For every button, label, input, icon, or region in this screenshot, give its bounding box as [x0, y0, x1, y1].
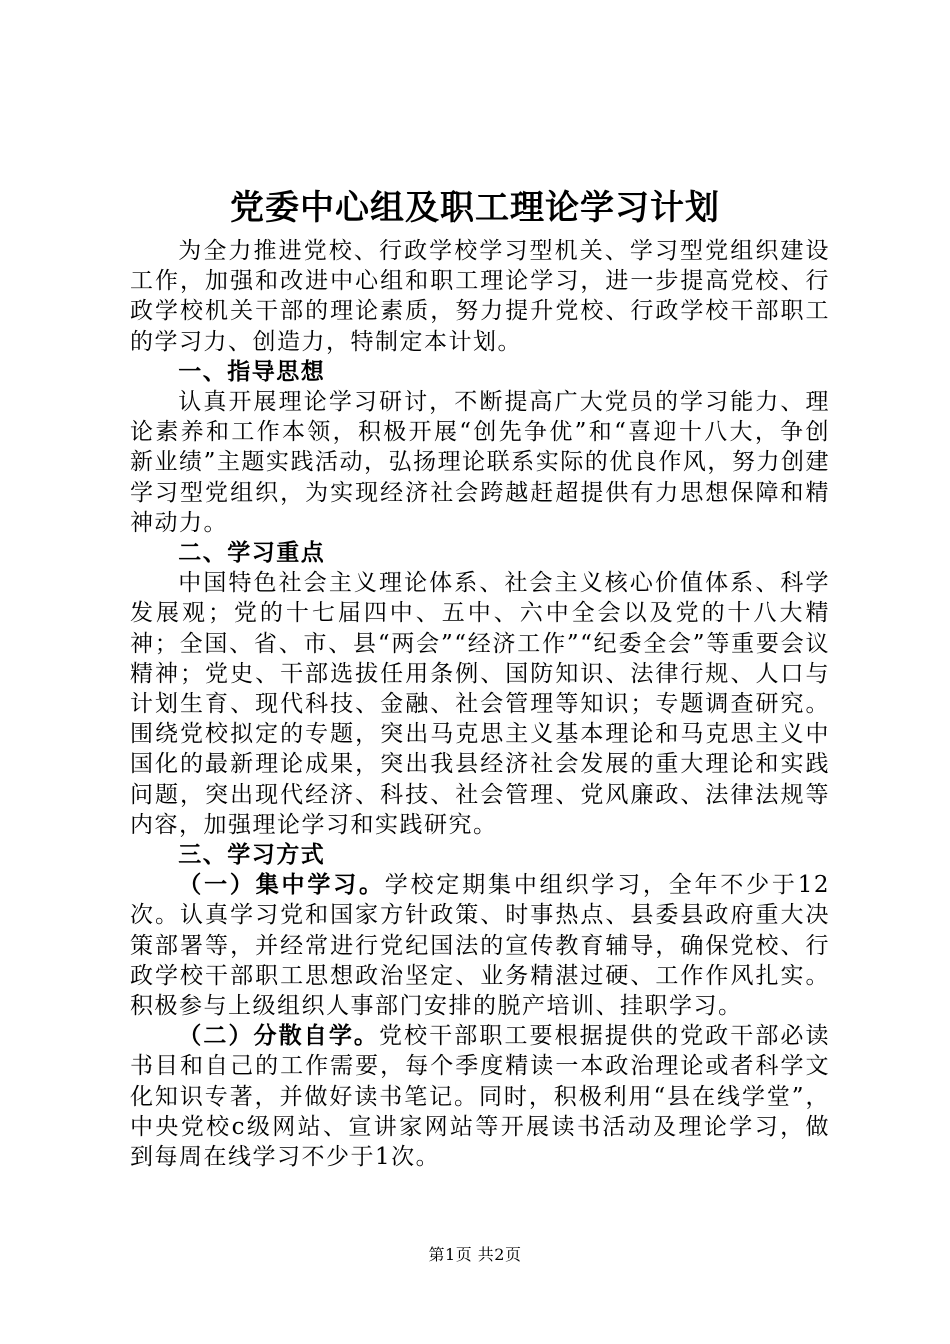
section-heading-guiding-ideology: 一、指导思想: [178, 357, 326, 385]
method-text-self-study: 党校干部职工要根据提供的党政干部必读书目和自己的工作需要，每个季度精读一本政治理论或者科学文化知识专著，并做好读书笔记。同时，积极利用“县在线学堂”，中央党校c级网站、宣讲家网站等开展读书活动及理论学习，做到每周在线学习不少于1次。: [130, 1023, 831, 1171]
method-text-centralized: 学校定期集中组织学习，全年不少于12次。认真学习党和国家方针政策、时事热点、县委县政府重大决策部署等，并经常进行党纪国法的宣传教育辅导，确保党校、行政学校干部职工思想政治坚定、业务精湛过硬、工作作风扎实。积极参与上级组织人事部门安排的脱产培训、挂职学习。: [130, 872, 830, 1020]
document-title: 党委中心组及职工理论学习计划: [230, 188, 720, 228]
page-footer: 第1页 共2页: [428, 1245, 522, 1264]
document-body: [130, 236, 830, 1172]
intro-paragraph: 为全力推进党校、行政学校学习型机关、学习型党组织建设工作，加强和改进中心组和职工理论学习，进一步提高党校、行政学校机关干部的理论素质，努力提升党校、行政学校干部职工的学习力、创造力，特制定本计划。: [130, 238, 830, 355]
section-paragraph-study-focus: 中国特色社会主义理论体系、社会主义核心价值体系、科学发展观；党的十七届四中、五中、六中全会以及党的十八大精神；全国、省、市、县“两会”“经济工作”“纪委全会”等重要会议精神；党史、干部选拔任用条例、国防知识、法律行规、人口与计划生育、现代科技、金融、社会管理等知识；专题调查研究。围绕党校拟定的专题，突出马克思主义基本理论和马克思主义中国化的最新理论成果，突出我县经济社会发展的重大理论和实践问题，突出现代经济、科技、社会管理、党风廉政、法律法规等内容，加强理论学习和实践研究。: [130, 570, 830, 838]
method-label-self-study: （二）分散自学。: [178, 1022, 380, 1050]
method-label-centralized: （一）集中学习。: [178, 871, 385, 899]
section-paragraph-guiding-ideology: 认真开展理论学习研讨，不断提高广大党员的学习能力、理论素养和工作本领，积极开展“创先争优”和“喜迎十八大，争创新业绩”主题实践活动，弘扬理论联系实际的优良作风，努力创建学习型党组织，为实现经济社会跨越赶超提供有力思想保障和精神动力。: [130, 389, 830, 536]
section-heading-study-methods: 三、学习方式: [178, 841, 326, 869]
section-heading-study-focus: 二、学习重点: [178, 539, 326, 567]
method-paragraph-self-study: [130, 1021, 830, 1172]
method-paragraph-centralized: [130, 870, 830, 1021]
